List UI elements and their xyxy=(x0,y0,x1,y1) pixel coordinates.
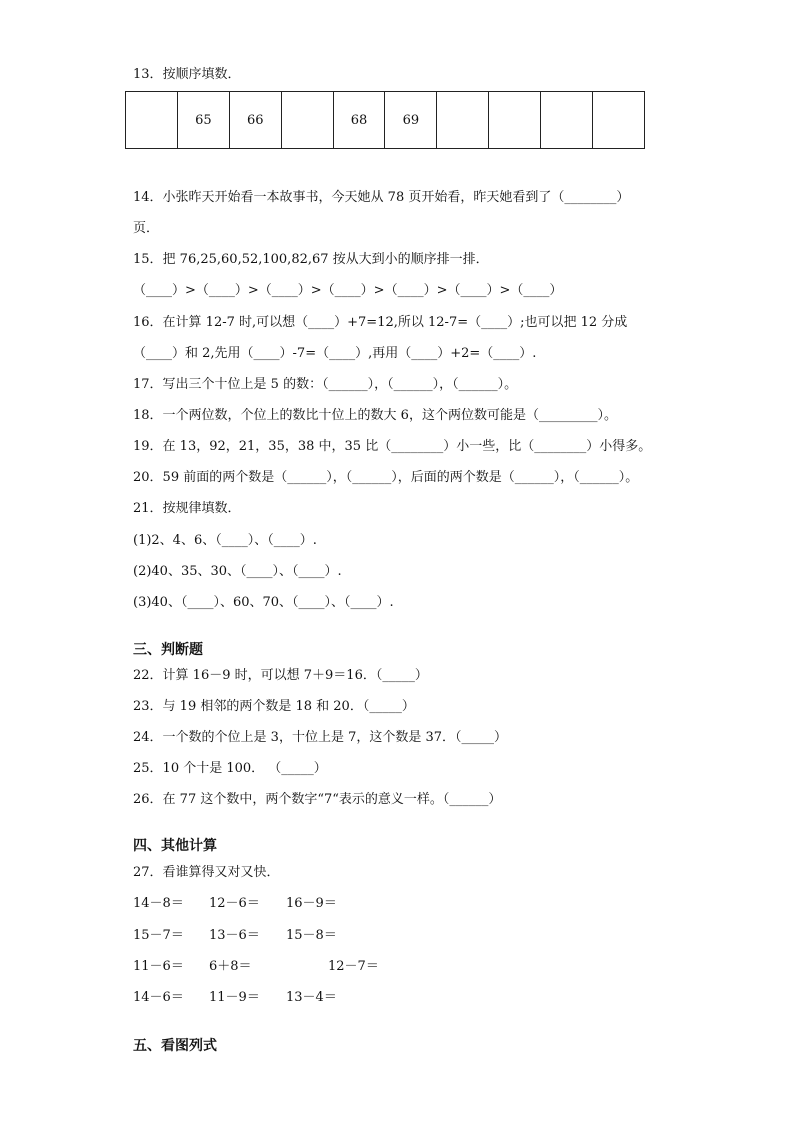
question-16-line1: 16．在计算 12-7 时,可以想（____）+7=12,所以 12-7=（____）;也可以把 12 分成 xyxy=(133,315,628,330)
question-26: 26．在 77 这个数中，两个数字“7“表示的意义一样。（______） xyxy=(133,792,502,807)
question-21-part1: (1)2、4、6、（____）、（____）. xyxy=(133,533,317,548)
calc-item: 16－9＝ xyxy=(286,896,337,911)
sequence-cell[interactable] xyxy=(541,92,593,149)
question-19: 19．在 13，92，21，35，38 中，35 比（________）小一些，比（________）小得多。 xyxy=(133,439,652,454)
sequence-cell: 65 xyxy=(177,92,229,149)
sequence-cell[interactable] xyxy=(489,92,541,149)
calc-item: 15－7＝ xyxy=(133,928,184,943)
question-18: 18．一个两位数，个位上的数比十位上的数大 6，这个两位数可能是（_________）。 xyxy=(133,408,617,423)
calc-item: 11－6＝ xyxy=(133,959,184,974)
section-4-heading: 四、其他计算 xyxy=(133,838,217,854)
calc-item: 14－8＝ xyxy=(133,896,184,911)
calc-row xyxy=(133,927,533,945)
sequence-cell[interactable] xyxy=(437,92,489,149)
question-15-line1: 15．把 76,25,60,52,100,82,67 按从大到小的顺序排一排． xyxy=(133,252,489,267)
sequence-cell: 68 xyxy=(333,92,385,149)
calc-item: 12－6＝ xyxy=(209,896,260,911)
calc-item: 14－6＝ xyxy=(133,990,184,1005)
calc-item: 6＋8＝ xyxy=(209,959,252,974)
question-14-line2: 页． xyxy=(133,221,160,236)
calc-row xyxy=(133,895,533,913)
sequence-cell: 66 xyxy=(229,92,281,149)
question-20: 20．59 前面的两个数是（______），（______），后面的两个数是（______），（______）。 xyxy=(133,470,639,485)
question-15-blanks: （____）>（____）>（____）>（____）>（____）>（____）>（____） xyxy=(133,283,563,298)
question-27: 27．看谁算得又对又快． xyxy=(133,865,280,880)
question-21-part3: (3)40、（____）、60、70、（____）、（____）. xyxy=(133,595,394,610)
question-14-line1: 14．小张昨天开始看一本故事书，今天她从 78 页开始看，昨天她看到了（________） xyxy=(133,190,630,205)
sequence-cell: 69 xyxy=(385,92,437,149)
calc-item: 15－8＝ xyxy=(286,928,337,943)
question-21: 21．按规律填数． xyxy=(133,501,241,516)
sequence-cell[interactable] xyxy=(593,92,645,149)
calc-row xyxy=(133,989,533,1007)
question-21-part2: (2)40、35、30、（____）、（____）. xyxy=(133,564,342,579)
number-sequence-table xyxy=(125,91,645,149)
calc-item: 12－7＝ xyxy=(328,959,379,974)
calc-row xyxy=(133,958,533,976)
question-13: 13．按顺序填数． xyxy=(133,67,241,82)
section-3-heading: 三、判断题 xyxy=(133,642,203,658)
question-16-line2: （____）和 2,先用（____）-7=（____）,再用（____）+2=（____）. xyxy=(133,346,537,361)
section-5-heading: 五、看图列式 xyxy=(133,1038,217,1054)
calc-item: 11－9＝ xyxy=(209,990,260,1005)
question-22: 22．计算 16－9 时，可以想 7＋9＝16．（_____） xyxy=(133,668,428,683)
question-25: 25．10 个十是 100． （_____） xyxy=(133,761,327,776)
calc-item: 13－6＝ xyxy=(209,928,260,943)
calc-item: 13－4＝ xyxy=(286,990,337,1005)
sequence-cell[interactable] xyxy=(126,92,178,149)
sequence-cell[interactable] xyxy=(281,92,333,149)
question-24: 24．一个数的个位上是 3，十位上是 7，这个数是 37．（_____） xyxy=(133,730,508,745)
question-23: 23．与 19 相邻的两个数是 18 和 20．（_____） xyxy=(133,699,415,714)
question-17: 17．写出三个十位上是 5 的数：（______），（______），（______）。 xyxy=(133,377,518,392)
